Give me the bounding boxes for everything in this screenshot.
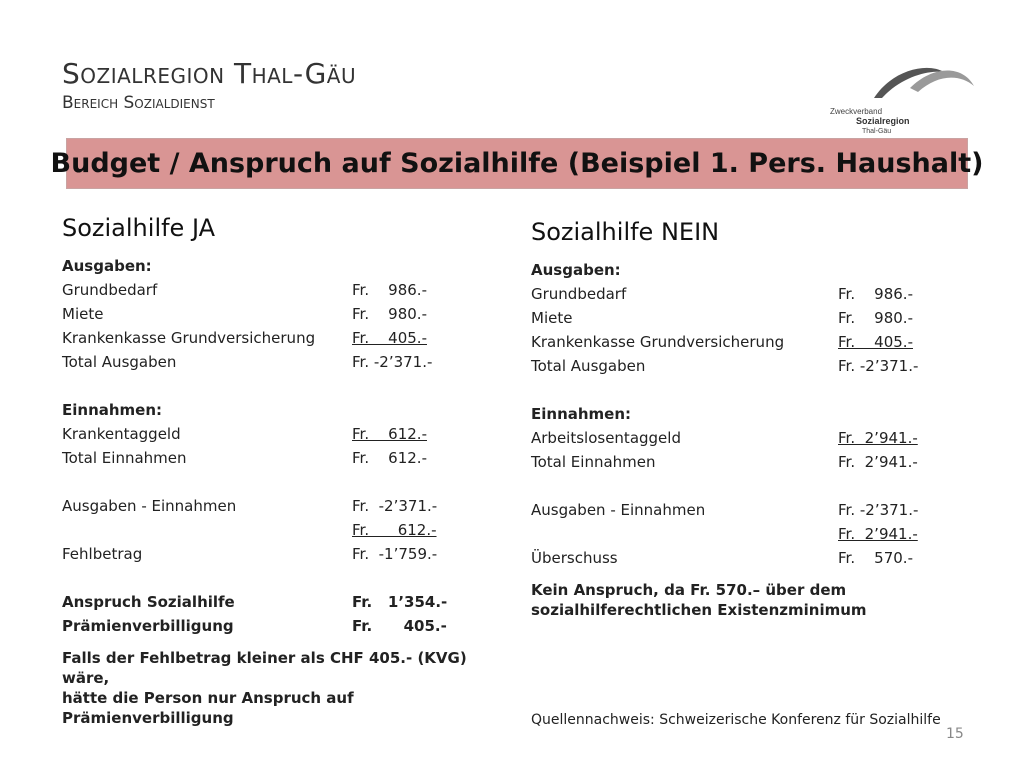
row-label: Anspruch Sozialhilfe (62, 593, 235, 611)
source-note: Quellennachweis: Schweizerische Konferenz für Sozialhilfe (531, 712, 941, 728)
row-label: Überschuss (531, 549, 618, 567)
note-line: Kein Anspruch, da Fr. 570.– über dem (531, 581, 847, 599)
org-subtitle: Bereich Sozialdienst (62, 93, 215, 113)
row-label: Krankentaggeld (62, 425, 181, 443)
spacer (62, 470, 492, 494)
budget-row-total (62, 350, 492, 374)
budget-row-fehlbetrag (62, 542, 492, 566)
logo-line-3: Thal-Gäu (862, 128, 892, 135)
page-number: 15 (946, 726, 964, 742)
logo-swoosh-dark (874, 68, 944, 98)
row-label-empty (531, 522, 838, 546)
row-amount: Fr. 2’941.- (838, 429, 918, 447)
row-amount: Fr. 2’941.- (838, 525, 918, 543)
row-amount: Fr. -2’371.- (838, 357, 919, 375)
row-label: Arbeitslosentaggeld (531, 429, 681, 447)
title-banner (50, 138, 984, 189)
note-kein-anspruch (531, 580, 971, 620)
logo-line-1: Zweckverband (830, 107, 883, 116)
note-line: hätte die Person nur Anspruch auf Prämienverbilligung (62, 689, 354, 727)
slide-title: Budget / Anspruch auf Sozialhilfe (Beispiel 1. Pers. Haushalt) (50, 148, 984, 179)
note-line: Falls der Fehlbetrag kleiner als CHF 405.- (KVG) wäre, (62, 649, 467, 687)
row-amount: Fr. -2’371.- (352, 497, 438, 515)
row-label: Total Ausgaben (62, 353, 177, 371)
budget-row-ueberschuss (531, 546, 971, 570)
section-label-text: Ausgaben: (62, 257, 152, 275)
section-label-text: Einnahmen: (531, 405, 632, 423)
section-label-ausgaben (531, 258, 971, 282)
column-heading: Sozialhilfe NEIN (531, 218, 720, 246)
row-label: Total Einnahmen (62, 449, 187, 467)
budget-row (62, 518, 492, 542)
note-fehlbetrag (62, 648, 492, 728)
budget-row-anspruch (62, 590, 492, 614)
row-label: Ausgaben - Einnahmen (531, 501, 706, 519)
section-label-text: Ausgaben: (531, 261, 621, 279)
org-title: Sozialregion Thal-Gäu (62, 57, 357, 90)
budget-row (531, 330, 971, 354)
budget-row-total (531, 354, 971, 378)
row-amount: Fr. 405.- (838, 333, 913, 351)
row-amount: Fr. 2’941.- (838, 453, 918, 471)
budget-row (62, 278, 492, 302)
column-sozialhilfe-ja (62, 212, 492, 728)
row-amount: Fr. 986.- (352, 281, 427, 299)
row-label: Fehlbetrag (62, 545, 143, 563)
slide-header (62, 58, 356, 114)
row-amount: Fr. -2’371.- (838, 501, 919, 519)
budget-row (531, 426, 971, 450)
row-label: Miete (62, 305, 104, 323)
row-amount: Fr. 405.- (352, 329, 427, 347)
row-label: Krankenkasse Grundversicherung (531, 333, 785, 351)
row-amount: Fr. 612.- (352, 425, 427, 443)
spacer (531, 378, 971, 402)
row-amount: Fr. 980.- (838, 309, 913, 327)
row-label: Prämienverbilligung (62, 617, 234, 635)
row-amount: Fr. -1’759.- (352, 545, 438, 563)
row-amount: Fr. 405.- (352, 617, 447, 635)
budget-row (62, 422, 492, 446)
row-amount: Fr. 1’354.- (352, 593, 448, 611)
note-line: sozialhilferechtlichen Existenzminimum (531, 601, 867, 619)
budget-row (531, 306, 971, 330)
row-label: Total Ausgaben (531, 357, 646, 375)
row-label: Ausgaben - Einnahmen (62, 497, 237, 515)
row-amount: Fr. 570.- (838, 549, 913, 567)
row-amount: Fr. 612.- (352, 521, 437, 539)
budget-row-total (62, 446, 492, 470)
budget-row-difference (531, 498, 971, 522)
section-label-einnahmen (531, 402, 971, 426)
sozialregion-logo (822, 58, 982, 138)
budget-row (531, 522, 971, 546)
row-amount: Fr. 612.- (352, 449, 427, 467)
row-amount: Fr. -2’371.- (352, 353, 433, 371)
budget-row-difference (62, 494, 492, 518)
row-label: Grundbedarf (531, 285, 627, 303)
budget-row (531, 282, 971, 306)
budget-row (62, 302, 492, 326)
row-amount: Fr. 980.- (352, 305, 427, 323)
row-label-empty (62, 518, 352, 542)
row-amount: Fr. 986.- (838, 285, 913, 303)
row-label: Krankenkasse Grundversicherung (62, 329, 316, 347)
section-label-text: Einnahmen: (62, 401, 163, 419)
logo-line-2: Sozialregion (856, 116, 910, 126)
budget-row-total (531, 450, 971, 474)
row-label: Grundbedarf (62, 281, 158, 299)
budget-row (62, 326, 492, 350)
spacer (62, 374, 492, 398)
spacer (531, 474, 971, 498)
row-label: Miete (531, 309, 573, 327)
row-label: Total Einnahmen (531, 453, 656, 471)
column-sozialhilfe-nein (531, 216, 971, 620)
section-label-ausgaben (62, 254, 492, 278)
section-label-einnahmen (62, 398, 492, 422)
column-heading: Sozialhilfe JA (62, 214, 216, 242)
budget-row-praemie (62, 614, 492, 638)
spacer (62, 566, 492, 590)
